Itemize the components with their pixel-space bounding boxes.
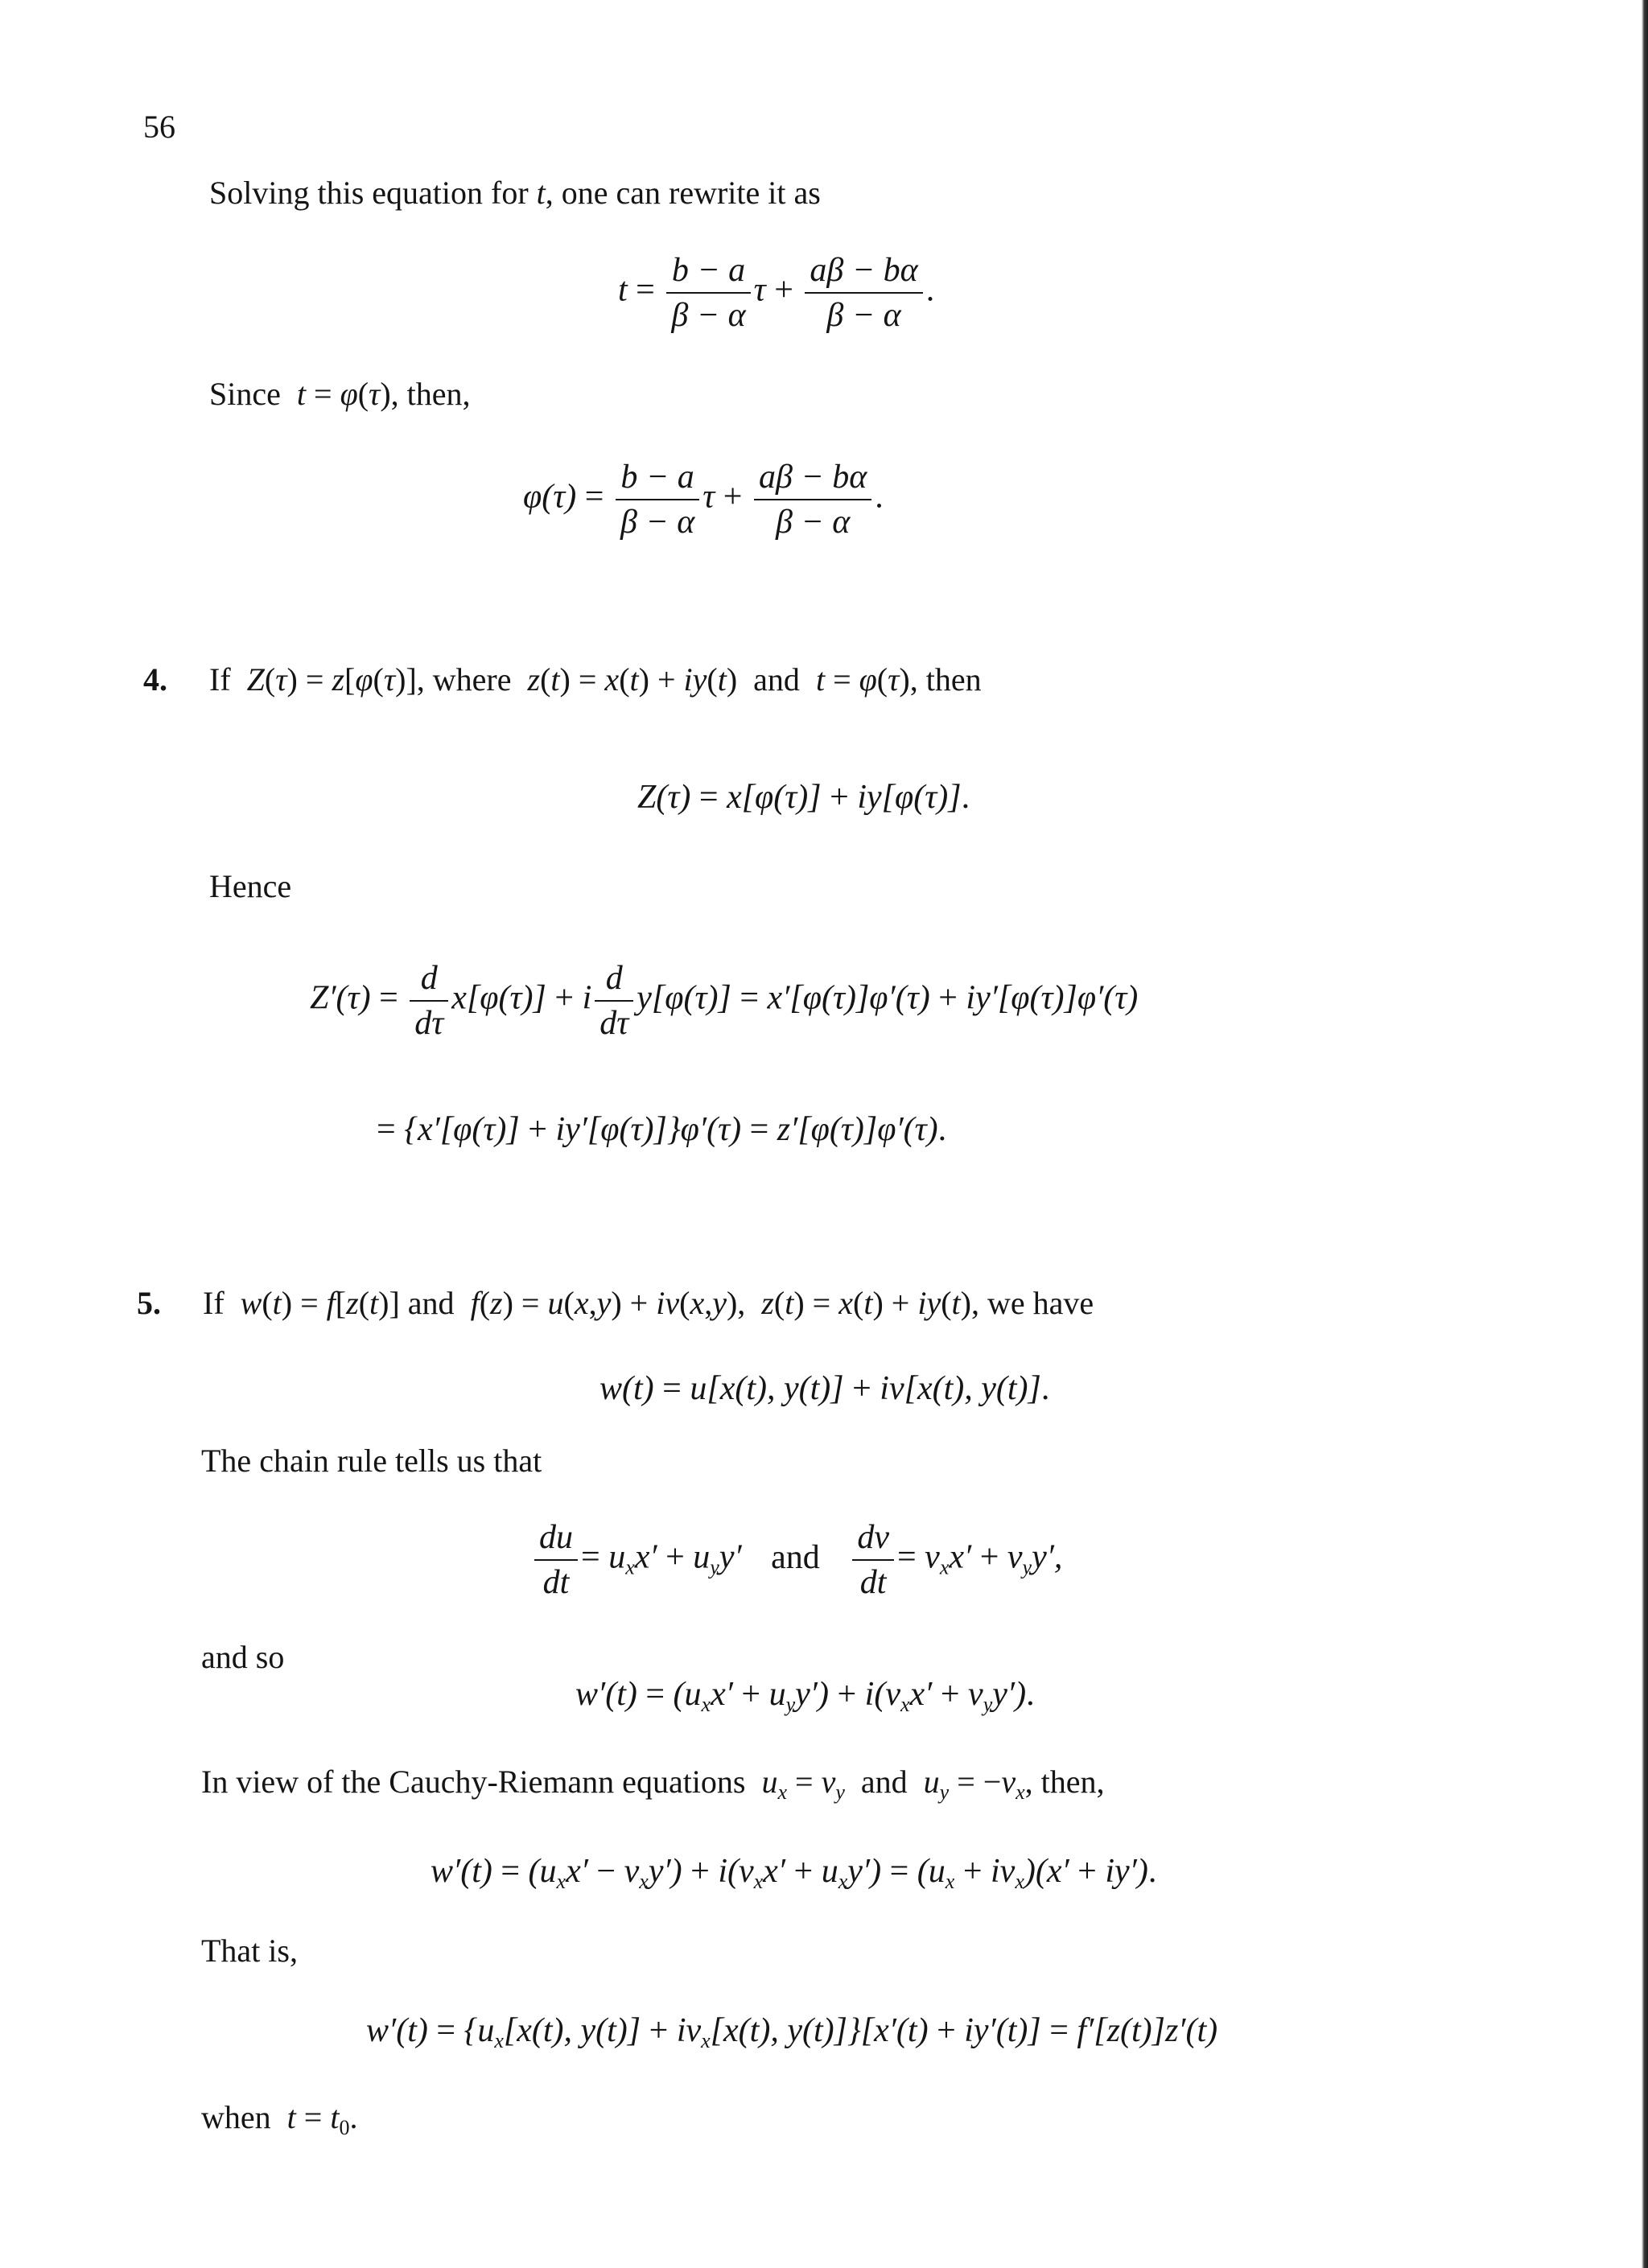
text-hence: Hence xyxy=(209,868,292,904)
text-solving: Solving this equation for t, one can rewrite it as xyxy=(209,175,821,211)
equation-w-prime-final: $w'(t) = \{u_x[x(t)$, $y(t)] + iv_x[x(t)$, y(t)]}[x′(t) + iy′(t)] = f′[z(t)]z′(t) xyxy=(366,2012,1218,2052)
equation-t: t = $\frac{b - a}{\beta - \alpha}$ τ + $\frac{a\beta - b\alpha}{\beta - \alpha}$ . xyxy=(618,252,935,334)
item-number-5: 5. xyxy=(137,1285,161,1321)
equation-w-prime: $w'(t) = (u_xx' + u_yy') + i(v_xx' + v_yy')$. xyxy=(575,1676,1035,1716)
item-number-4: 4. xyxy=(143,661,167,698)
text-since: Since t = φ(τ), then, xyxy=(209,376,471,412)
equation-Z: Z(τ) = x[φ(τ)] + iy[φ(τ)]. xyxy=(637,779,970,816)
text-when: when $t = t_0$. xyxy=(201,2099,358,2139)
scan-edge xyxy=(1642,0,1648,2268)
text-chain-rule: The chain rule tells us that xyxy=(201,1443,542,1479)
text-cauchy-riemann: In view of the Cauchy-Riemann equations $u_x = v_y$ and $u_y = -v_x$, then, xyxy=(201,1764,1105,1804)
equation-w: w(t) = u[x(t), y(t)] + iv[x(t), y(t)]. xyxy=(599,1370,1050,1407)
equation-Z-prime-cont: = {x′[φ(τ)] + iy′[φ(τ)]}φ′(τ) = z′[φ(τ)]φ′(τ). xyxy=(377,1111,947,1148)
page-number: 56 xyxy=(143,109,175,145)
text-and-so: and so xyxy=(201,1639,285,1675)
equation-w-prime-cr: $w'(t) = (u_xx' - v_xy') + i(v_xx' + u_xy') = (u_x + iv_x)(x' + iy')$. xyxy=(431,1853,1157,1893)
equation-phi: φ(τ) = $\frac{b - a}{\beta - \alpha}$ τ + $\frac{a\beta - b\alpha}{\beta - \alpha}$ . xyxy=(523,459,884,541)
text-item5: If w(t) = f[z(t)] and f(z) = u(x,y) + iv(x,y), z(t) = x(t) + iy(t), we have xyxy=(203,1285,1094,1321)
equation-Z-prime: Z′(τ) = $\frac{d}{d\tau}$ x[φ(τ)] + i $\frac{d}{d\tau}$ y[φ(τ)] = x′[φ(τ)]φ′(τ) + iy′[φ(τ)]φ′(τ) xyxy=(310,960,1139,1042)
text-item4: If Z(τ) = z[φ(τ)], where z(t) = x(t) + iy(t) and t = φ(τ), then xyxy=(209,661,982,698)
equation-chain: $\frac{du}{dt}$ = $u_xx' + u_yy'$ and $\frac{dv}{dt}$ = $v_xx' + v_yy'$, xyxy=(531,1521,1062,1599)
text-that-is: That is, xyxy=(201,1933,298,1969)
